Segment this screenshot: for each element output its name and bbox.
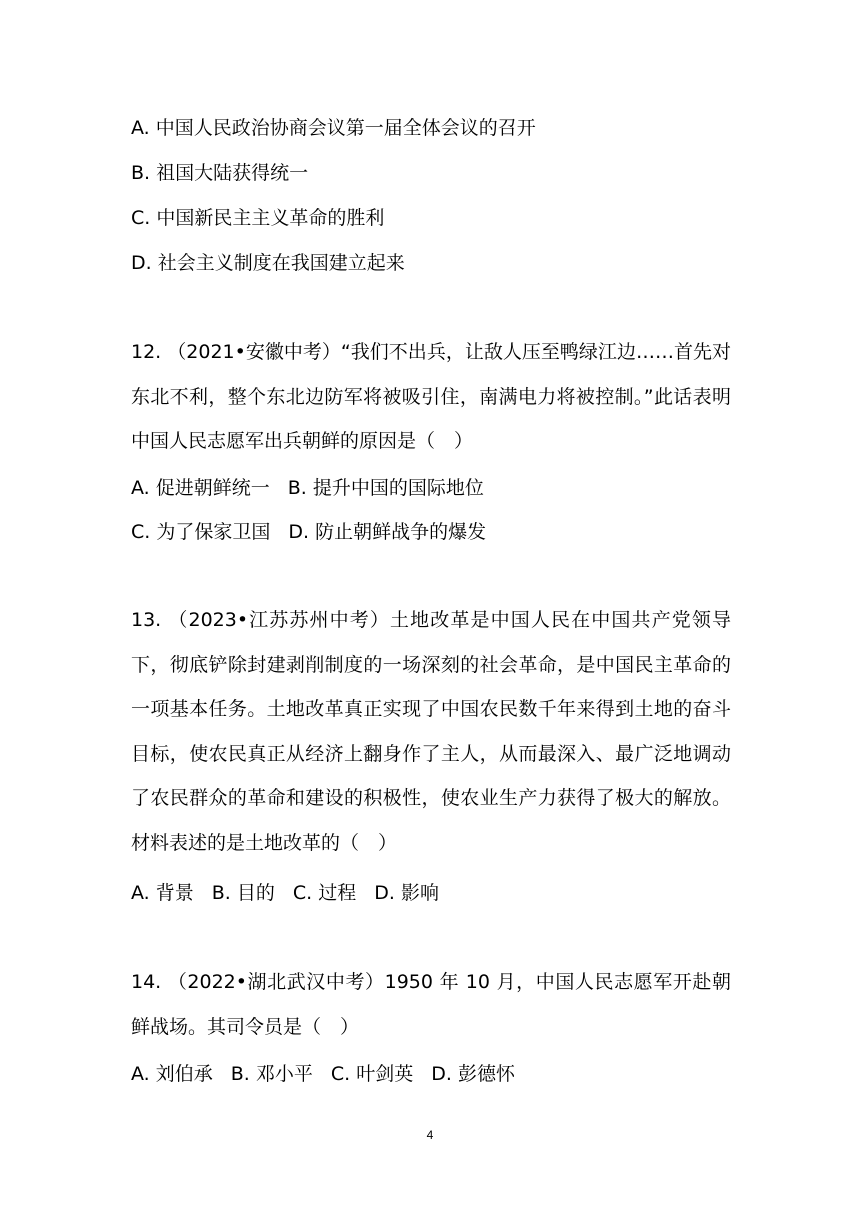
q13-stem: 13. （2023•江苏苏州中考）土地改革是中国人民在中国共产党领导下，彻底铲除封建剥削制度的一场深刻的社会革命，是中国民主革命的一项基本任务。土地改革真正实现了中国农民数千年来得到土地的奋斗目标，使农民真正从经济上翻身作了主人，从而最深入、最广泛地调动了农民群众的革命和建设的积极性，使农业生产力获得了极大的解放。材料表述的是土地改革的（ ） (131, 609, 731, 854)
q14-option-a: A. 刘伯承 (131, 1063, 213, 1085)
q11-option-b: B. 祖国大陆获得统一 (131, 162, 309, 184)
q14-option-b: B. 邓小平 (230, 1063, 313, 1085)
q12-stem: 12. （2021•安徽中考）“我们不出兵，让敌人压至鸭绿江边……首先对东北不利，整个东北边防军将被吸引住，南满电力将被控制。”此话表明中国人民志愿军出兵朝鲜的原因是（ ） (131, 341, 731, 452)
q13-option-a: A. 背景 (131, 882, 194, 904)
q12-option-a: A. 促进朝鲜统一 (131, 477, 270, 499)
page-number: 4 (426, 1128, 434, 1142)
q12-option-d: D. 防止朝鲜战争的爆发 (288, 521, 487, 543)
q13-options-row (131, 881, 457, 905)
q14-option-c: C. 叶剑英 (330, 1063, 414, 1085)
q11-option-d: D. 社会主义制度在我国建立起来 (131, 252, 405, 274)
q14-stem: 14. （2022•湖北武汉中考）1950 年 10 月，中国人民志愿军开赴朝鲜战场。其司令员是（ ） (131, 971, 731, 1038)
q13-option-c: C. 过程 (292, 882, 357, 904)
q12-option-b: B. 提升中国的国际地位 (287, 477, 484, 499)
q12-options-row-2 (131, 520, 504, 544)
q14-option-d: D. 彭德怀 (431, 1063, 515, 1085)
q12-option-c: C. 为了保家卫国 (131, 521, 271, 543)
q13-option-d: D. 影响 (374, 882, 439, 904)
q11-option-a: A. 中国人民政治协商会议第一届全体会议的召开 (131, 117, 536, 139)
q12-options-row-1 (131, 476, 502, 500)
q13-option-b: B. 目的 (211, 882, 275, 904)
q11-option-c: C. 中国新民主主义革命的胜利 (131, 207, 385, 229)
q14-options-row (131, 1062, 533, 1086)
